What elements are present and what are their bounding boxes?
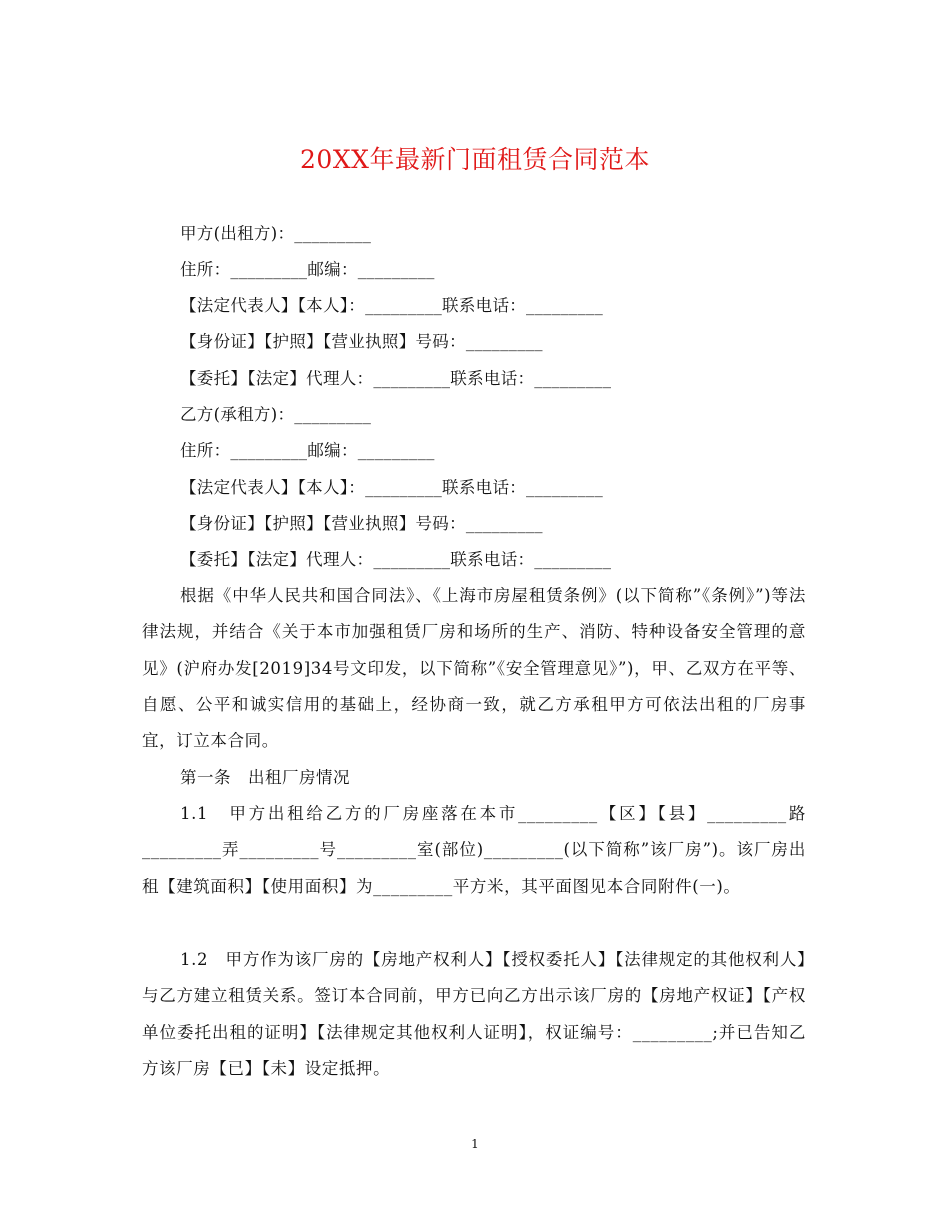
clause-1-2: 1.2 甲方作为该厂房的【房地产权利人】【授权委托人】【法律规定的其他权利人】与乙方建立租赁关系。签订本合同前，甲方已向乙方出示该厂房的【房地产权证】【产权单位委托出租的证明】【法律规定其他权利人证明】，权证编号：_________;并已告知乙方该厂房【已】【未】设定抵押。 xyxy=(142,950,806,1078)
page-number: 1 xyxy=(471,1137,479,1151)
party-a-address-line: 住所：_________邮编：_________ xyxy=(180,260,435,279)
party-a-agent-line: 【委托】【法定】代理人：_________联系电话：_________ xyxy=(180,369,612,388)
article-1-heading: 第一条 出租厂房情况 xyxy=(180,768,350,787)
party-b-address-line: 住所：_________邮编：_________ xyxy=(180,441,435,460)
party-b-name-line: 乙方(承租方)：_________ xyxy=(180,405,372,424)
party-a-name-line: 甲方(出租方)：_________ xyxy=(180,224,372,243)
party-b-agent-line: 【委托】【法定】代理人：_________联系电话：_________ xyxy=(180,550,612,569)
party-a-representative-line: 【法定代表人】【本人】：_________联系电话：_________ xyxy=(180,296,603,315)
intro-paragraph: 根据《中华人民共和国合同法》、《上海市房屋租赁条例》(以下简称”《条例》”)等法律法规，并结合《关于本市加强租赁厂房和场所的生产、消防、特种设备安全管理的意见》(沪府办发[2019]34号文印发，以下简称”《安全管理意见》”)，甲、乙双方在平等、自愿、公平和诚实信用的基础上，经协商一致，就乙方承租甲方可依法出租的厂房事宜，订立本合同。 xyxy=(142,586,806,751)
party-b-id-line: 【身份证】【护照】【营业执照】号码：_________ xyxy=(180,514,543,533)
party-a-id-line: 【身份证】【护照】【营业执照】号码：_________ xyxy=(180,332,543,351)
party-b-representative-line: 【法定代表人】【本人】：_________联系电话：_________ xyxy=(180,478,603,497)
document-title: 20XX年最新门面租赁合同范本 xyxy=(300,145,650,174)
clause-1-1: 1.1 甲方出租给乙方的厂房座落在本市_________【区】【县】_________路_________弄_________号_________室(部位)_________(以下简称”该厂房”)。该厂房出租【建筑面积】【使用面积】为_________平方米，其平面图见本合同附件(一)。 xyxy=(142,804,806,896)
